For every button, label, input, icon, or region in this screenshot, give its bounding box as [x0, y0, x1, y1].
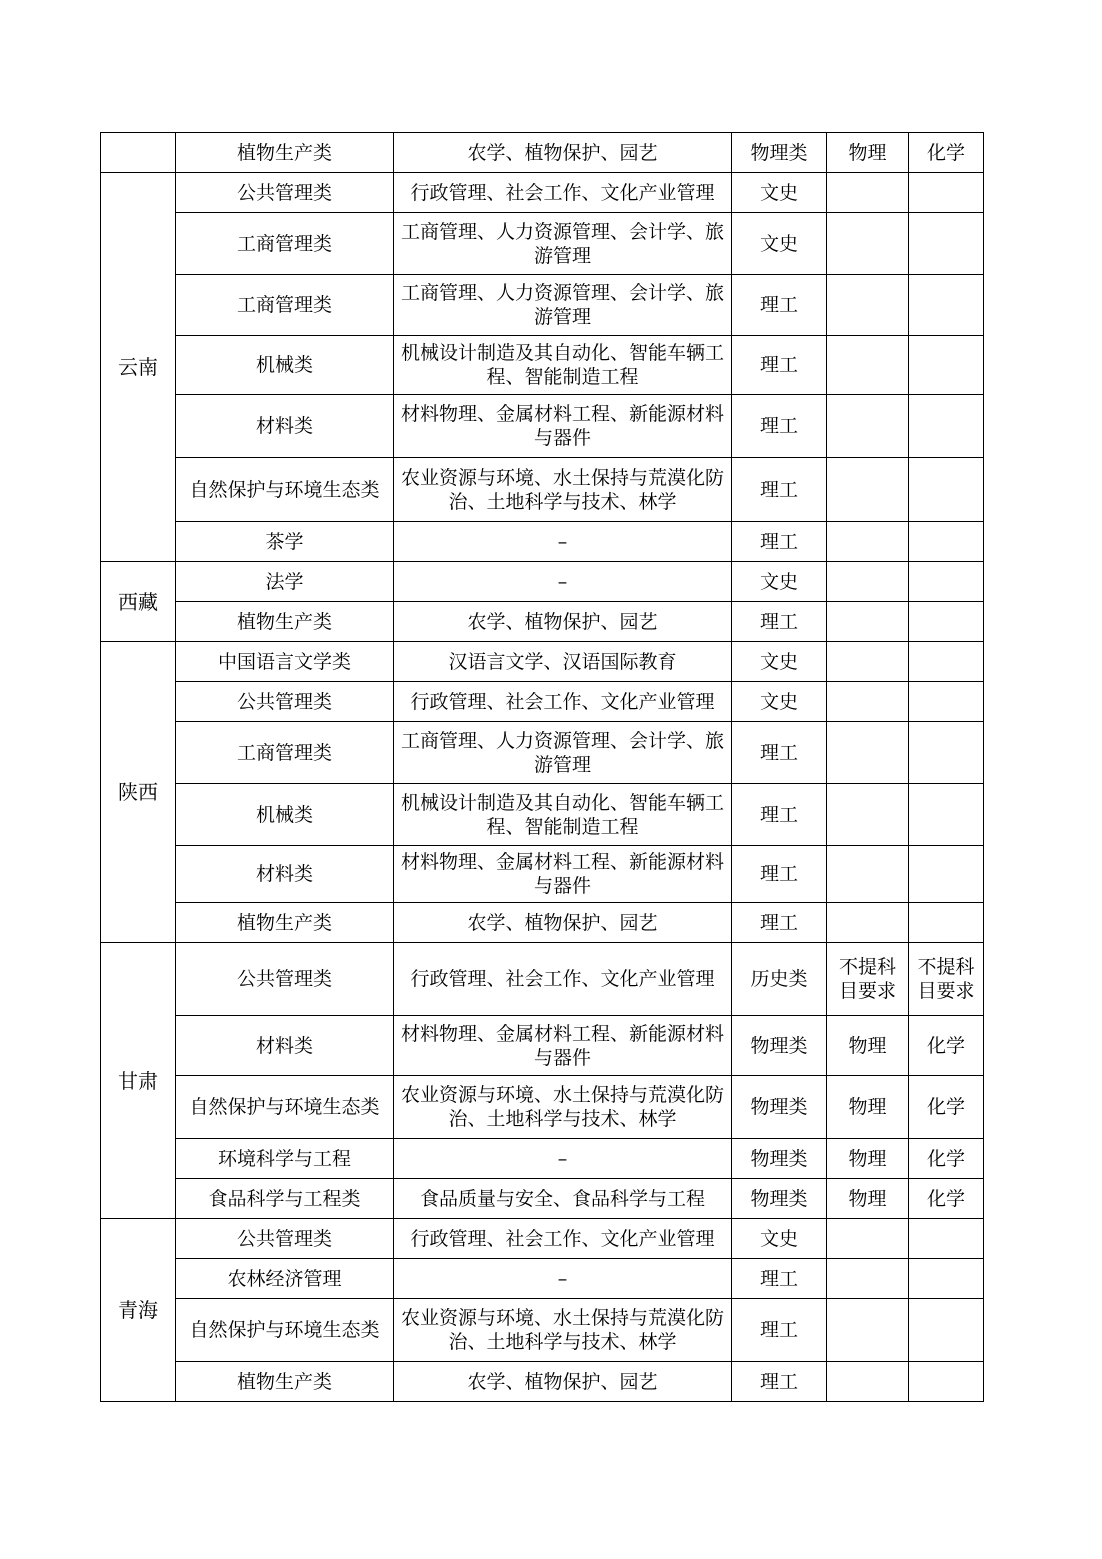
majors-cell: 材料物理、金属材料工程、新能源材料与器件	[394, 395, 732, 458]
type-cell: 理工	[732, 1362, 827, 1402]
type-cell: 文史	[732, 213, 827, 275]
subject2-cell	[909, 275, 984, 336]
table-row	[101, 1299, 984, 1362]
type-cell: 物理类	[732, 1179, 827, 1219]
type-cell: 文史	[732, 1219, 827, 1259]
majors-cell: 农学、植物保护、园艺	[394, 133, 732, 173]
subject1-cell	[827, 522, 909, 562]
majors-cell: –	[394, 562, 732, 602]
type-cell: 文史	[732, 173, 827, 213]
subject2-cell	[909, 1259, 984, 1299]
category-cell: 工商管理类	[176, 213, 394, 275]
table-row	[101, 1179, 984, 1219]
table-row	[101, 562, 984, 602]
category-cell: 工商管理类	[176, 722, 394, 784]
table-row	[101, 722, 984, 784]
majors-cell: –	[394, 1139, 732, 1179]
province-cell: 陕西	[101, 642, 176, 943]
majors-cell: 汉语言文学、汉语国际教育	[394, 642, 732, 682]
category-cell: 植物生产类	[176, 1362, 394, 1402]
majors-cell: 工商管理、人力资源管理、会计学、旅游管理	[394, 722, 732, 784]
type-cell: 文史	[732, 682, 827, 722]
table-row	[101, 173, 984, 213]
table-row	[101, 1076, 984, 1139]
subject1-cell	[827, 1299, 909, 1362]
subject1-cell	[827, 336, 909, 395]
majors-cell: 农学、植物保护、园艺	[394, 1362, 732, 1402]
majors-cell: 行政管理、社会工作、文化产业管理	[394, 173, 732, 213]
majors-cell: 材料物理、金属材料工程、新能源材料与器件	[394, 1016, 732, 1076]
table-row	[101, 682, 984, 722]
subject2-cell	[909, 722, 984, 784]
category-cell: 植物生产类	[176, 903, 394, 943]
category-cell: 自然保护与环境生态类	[176, 1076, 394, 1139]
majors-cell: 材料物理、金属材料工程、新能源材料与器件	[394, 846, 732, 903]
category-cell: 机械类	[176, 336, 394, 395]
type-cell: 文史	[732, 642, 827, 682]
enrollment-table	[100, 132, 984, 1402]
subject1-cell: 物理	[827, 1179, 909, 1219]
type-cell: 物理类	[732, 1139, 827, 1179]
category-cell: 茶学	[176, 522, 394, 562]
type-cell: 理工	[732, 846, 827, 903]
type-cell: 物理类	[732, 1016, 827, 1076]
subject1-cell	[827, 602, 909, 642]
subject1-cell	[827, 275, 909, 336]
category-cell: 公共管理类	[176, 682, 394, 722]
subject2-cell	[909, 682, 984, 722]
type-cell: 理工	[732, 336, 827, 395]
table-row	[101, 458, 984, 522]
province-cell: 甘肃	[101, 943, 176, 1219]
category-cell: 中国语言文学类	[176, 642, 394, 682]
category-cell: 材料类	[176, 846, 394, 903]
table-row	[101, 1362, 984, 1402]
subject2-cell	[909, 846, 984, 903]
category-cell: 公共管理类	[176, 943, 394, 1016]
subject2-cell	[909, 213, 984, 275]
subject2-cell: 化学	[909, 1076, 984, 1139]
type-cell: 理工	[732, 522, 827, 562]
category-cell: 植物生产类	[176, 133, 394, 173]
table-row	[101, 602, 984, 642]
subject1-cell: 物理	[827, 1016, 909, 1076]
category-cell: 工商管理类	[176, 275, 394, 336]
category-cell: 机械类	[176, 784, 394, 846]
table-row	[101, 846, 984, 903]
table-row	[101, 133, 984, 173]
majors-cell: 农业资源与环境、水土保持与荒漠化防治、土地科学与技术、林学	[394, 1076, 732, 1139]
type-cell: 物理类	[732, 1076, 827, 1139]
subject2-cell: 不提科目要求	[909, 943, 984, 1016]
subject2-cell	[909, 1219, 984, 1259]
category-cell: 环境科学与工程	[176, 1139, 394, 1179]
subject2-cell	[909, 458, 984, 522]
table-row	[101, 395, 984, 458]
category-cell: 食品科学与工程类	[176, 1179, 394, 1219]
subject1-cell	[827, 903, 909, 943]
type-cell: 理工	[732, 395, 827, 458]
majors-cell: –	[394, 522, 732, 562]
subject2-cell	[909, 395, 984, 458]
table-row	[101, 642, 984, 682]
majors-cell: 行政管理、社会工作、文化产业管理	[394, 682, 732, 722]
province-cell: 云南	[101, 173, 176, 562]
majors-cell: 机械设计制造及其自动化、智能车辆工程、智能制造工程	[394, 784, 732, 846]
type-cell: 理工	[732, 722, 827, 784]
majors-cell: 机械设计制造及其自动化、智能车辆工程、智能制造工程	[394, 336, 732, 395]
subject1-cell	[827, 722, 909, 784]
majors-cell: 食品质量与安全、食品科学与工程	[394, 1179, 732, 1219]
table-row	[101, 1016, 984, 1076]
type-cell: 文史	[732, 562, 827, 602]
category-cell: 材料类	[176, 395, 394, 458]
majors-cell: 工商管理、人力资源管理、会计学、旅游管理	[394, 213, 732, 275]
table-row	[101, 213, 984, 275]
subject2-cell	[909, 1299, 984, 1362]
subject2-cell	[909, 642, 984, 682]
majors-cell: 农业资源与环境、水土保持与荒漠化防治、土地科学与技术、林学	[394, 1299, 732, 1362]
subject1-cell	[827, 846, 909, 903]
table-row	[101, 522, 984, 562]
subject2-cell	[909, 903, 984, 943]
subject1-cell	[827, 682, 909, 722]
subject1-cell	[827, 395, 909, 458]
majors-cell: 农业资源与环境、水土保持与荒漠化防治、土地科学与技术、林学	[394, 458, 732, 522]
majors-cell: 行政管理、社会工作、文化产业管理	[394, 1219, 732, 1259]
type-cell: 理工	[732, 784, 827, 846]
majors-cell: 行政管理、社会工作、文化产业管理	[394, 943, 732, 1016]
subject1-cell	[827, 1362, 909, 1402]
table-row	[101, 1259, 984, 1299]
subject1-cell	[827, 213, 909, 275]
type-cell: 理工	[732, 458, 827, 522]
table-row	[101, 784, 984, 846]
type-cell: 理工	[732, 903, 827, 943]
type-cell: 理工	[732, 1299, 827, 1362]
table-row	[101, 1219, 984, 1259]
subject1-cell	[827, 458, 909, 522]
category-cell: 农林经济管理	[176, 1259, 394, 1299]
type-cell: 物理类	[732, 133, 827, 173]
subject2-cell: 化学	[909, 1016, 984, 1076]
subject2-cell	[909, 1362, 984, 1402]
majors-cell: 农学、植物保护、园艺	[394, 903, 732, 943]
category-cell: 法学	[176, 562, 394, 602]
type-cell: 历史类	[732, 943, 827, 1016]
table-row	[101, 903, 984, 943]
category-cell: 自然保护与环境生态类	[176, 458, 394, 522]
subject1-cell	[827, 1259, 909, 1299]
subject2-cell	[909, 173, 984, 213]
table-row	[101, 336, 984, 395]
subject2-cell	[909, 336, 984, 395]
table-row	[101, 943, 984, 1016]
subject1-cell	[827, 784, 909, 846]
category-cell: 自然保护与环境生态类	[176, 1299, 394, 1362]
subject1-cell: 物理	[827, 1076, 909, 1139]
subject1-cell: 物理	[827, 133, 909, 173]
category-cell: 植物生产类	[176, 602, 394, 642]
type-cell: 理工	[732, 1259, 827, 1299]
type-cell: 理工	[732, 602, 827, 642]
type-cell: 理工	[732, 275, 827, 336]
table-row	[101, 1139, 984, 1179]
subject2-cell: 化学	[909, 133, 984, 173]
majors-cell: 工商管理、人力资源管理、会计学、旅游管理	[394, 275, 732, 336]
subject1-cell: 物理	[827, 1139, 909, 1179]
province-cell: 西藏	[101, 562, 176, 642]
majors-cell: 农学、植物保护、园艺	[394, 602, 732, 642]
category-cell: 材料类	[176, 1016, 394, 1076]
subject2-cell: 化学	[909, 1139, 984, 1179]
subject1-cell: 不提科目要求	[827, 943, 909, 1016]
subject1-cell	[827, 173, 909, 213]
majors-cell: –	[394, 1259, 732, 1299]
subject2-cell	[909, 602, 984, 642]
subject2-cell	[909, 784, 984, 846]
subject1-cell	[827, 1219, 909, 1259]
subject2-cell: 化学	[909, 1179, 984, 1219]
province-cell: 青海	[101, 1219, 176, 1402]
subject1-cell	[827, 562, 909, 602]
province-cell	[101, 133, 176, 173]
subject2-cell	[909, 522, 984, 562]
subject2-cell	[909, 562, 984, 602]
subject1-cell	[827, 642, 909, 682]
category-cell: 公共管理类	[176, 1219, 394, 1259]
table-row	[101, 275, 984, 336]
category-cell: 公共管理类	[176, 173, 394, 213]
